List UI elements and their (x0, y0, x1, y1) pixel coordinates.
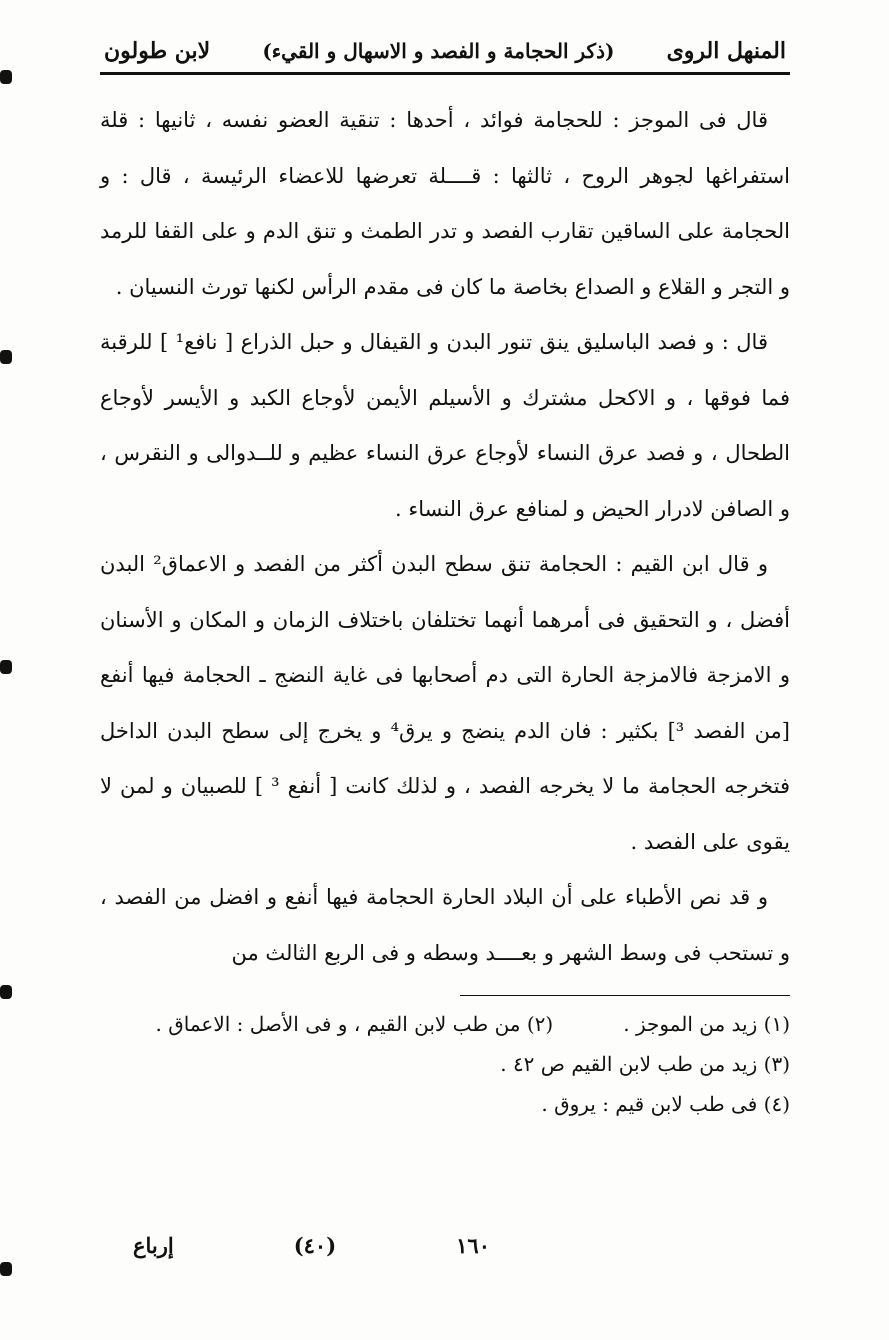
margin-mark (0, 1262, 12, 1276)
body-text (100, 93, 790, 981)
gathering-number: (٤٠) (293, 1233, 337, 1258)
paragraph: قال فى الموجز : للحجامة فوائد ، أحدها : تنقية العضو نفسه ، ثانيها : قلة استفراغها لجوهر الروح ، ثالثها : قــــلة تعرضها للاعضاء الرئيسة ، قال : و الحجامة على الساقين تقارب الفصد و تدر الطمث و تنق الدم و على القفا للرمد و التجر و القلاع و الصداع بخاصة ما كان فى مقدم الرأس لكنها تورث النسيان . (100, 108, 790, 299)
paragraph: و قد نص الأطباء على أن البلاد الحارة الحجامة فيها أنفع و افضل من الفصد ، و تستحب فى وسط الشهر و بعــــد وسطه و فى الربع الثالث من (100, 885, 790, 965)
book-page (100, 30, 790, 1320)
paragraph: و قال ابن القيم : الحجامة تنق سطح البدن أكثر من الفصد و الاعماق² البدن أفضل ، و التحقيق فى أمرهما أنهما تختلفان باختلاف الزمان و المكان و الأسنان و الامزجة فالامزجة الحارة التى دم أصحابها فى غاية النضج ـ الحجامة فيها أنفع [من الفصد ³] بكثير : فان الدم ينضج و يرق⁴ و يخرج إلى سطح البدن الداخل فتخرجه الحجامة ما لا يخرجه الفصد ، و لذلك كانت [ أنفع ³ ] للصبيان و لمن لا يقوى على الفصد . (100, 552, 790, 854)
margin-mark (0, 70, 12, 84)
signature-mark: إرباع (132, 1233, 174, 1258)
footnotes (100, 1004, 790, 1124)
header-rule (100, 72, 790, 75)
running-header (100, 30, 790, 70)
footnote-3: (٣) زيد من طب لابن القيم ص ٤٢ . (500, 1052, 790, 1076)
paragraph: قال : و فصد الباسليق ينق تنور البدن و القيفال و حبل الذراع [ نافع¹ ] للرقبة فما فوقها ، و الاكحل مشترك و الأسيلم الأيمن لأوجاع الكبد و الأيسر لأوجاع الطحال ، و فصد عرق النساء لأوجاع عرق النساء عظيم و للــدوالى و النقرس ، و الصافن لادرار الحيض و لمنافع عرق النساء . (100, 330, 790, 521)
folio-number: ١٦٠ (456, 1233, 490, 1258)
footnote-1: (١) زيد من الموجز . (623, 1012, 790, 1036)
margin-mark (0, 660, 12, 674)
footnote-rule (460, 995, 790, 996)
footnote-4: (٤) فى طب لابن قيم : يروق . (541, 1092, 790, 1116)
margin-mark (0, 985, 12, 999)
header-book-title: المنهل الروى (666, 38, 786, 64)
header-section-title: (ذكر الحجامة و الفصد و الاسهال و القيء) (262, 39, 615, 63)
page-footer (100, 1233, 790, 1258)
footnote-2: (٢) من طب لابن القيم ، و فى الأصل : الاعماق . (155, 1012, 554, 1036)
header-author: لابن طولون (104, 38, 211, 64)
margin-mark (0, 350, 12, 364)
